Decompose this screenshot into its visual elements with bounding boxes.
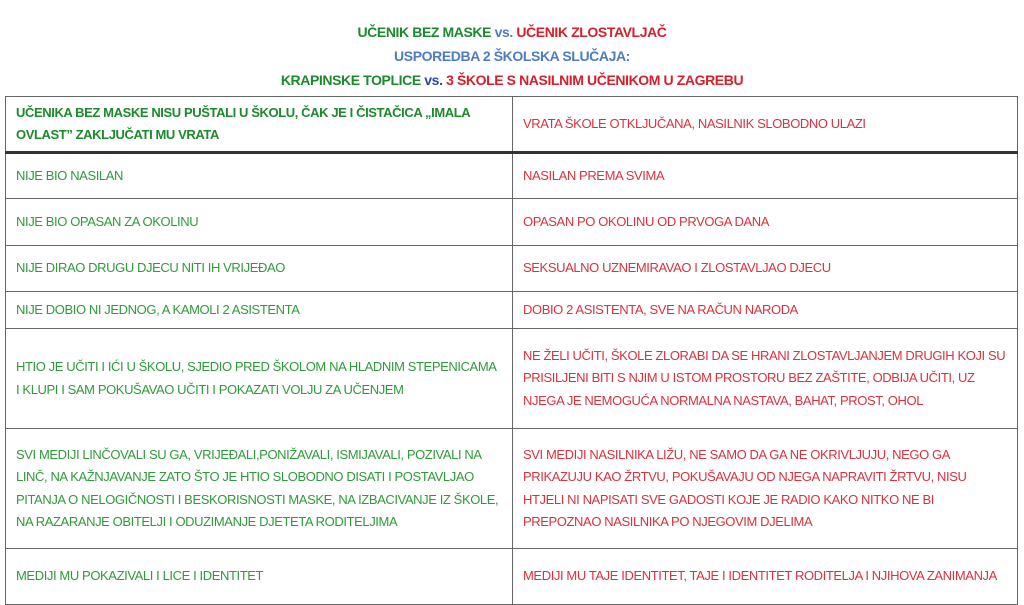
cell-right: NE ŽELI UČITI, ŠKOLE ZLORABI DA SE HRANI ZLOSTAVLJANJEM DRUGIH KOJI SU PRISILJENI BITI S NJIM U ISTOM PROSTORU BEZ ZAŠTITE, ODBIJA UČITI, UZ NJEGA JE NEMOGUĆA NORMALNA NASTAVA, BAHAT, PROST, OHOL (513, 329, 1018, 429)
cell-left: NIJE BIO NASILAN (6, 153, 513, 199)
cell-left: MEDIJI MU POKAZIVALI I LICE I IDENTITET (6, 549, 513, 605)
cell-right: NASILAN PREMA SVIMA (513, 153, 1018, 199)
table-row (6, 153, 1018, 199)
table-row (6, 429, 1018, 549)
title3-right: 3 ŠKOLE S NASILNIM UČENIKOM U ZAGREBU (446, 72, 744, 88)
title3-vs: vs. (424, 72, 443, 88)
cell-left: HTIO JE UČITI I IĆI U ŠKOLU, SJEDIO PRED ŠKOLOM NA HLADNIM STEPENICAMA I KLUPI I SAM POKUŠAVAO UČITI I POKAZATI VOLJU ZA UČENJEM (6, 329, 513, 429)
cell-left: NIJE BIO OPASAN ZA OKOLINU (6, 199, 513, 246)
cell-right: MEDIJI MU TAJE IDENTITET, TAJE I IDENTITET RODITELJA I NJIHOVA ZANIMANJA (513, 549, 1018, 605)
cell-right: VRATA ŠKOLE OTKLJUČANA, NASILNIK SLOBODNO ULAZI (513, 97, 1018, 153)
subtitle: USPOREDBA 2 ŠKOLSKA SLUČAJA: (394, 48, 630, 64)
title-right: UČENIK ZLOSTAVLJAČ (516, 24, 667, 40)
comparison-table (5, 96, 1018, 605)
table-row (6, 246, 1018, 292)
table-row (6, 97, 1018, 153)
cell-left: SVI MEDIJI LINČOVALI SU GA, VRIJEĐALI,PONIŽAVALI, ISMIJAVALI, POZIVALI NA LINČ, NA KAŽNJAVANJE ZATO ŠTO JE HTIO SLOBODNO DISATI I POSTAVLJAO PITANJA O NELOGIČNOSTI I BESKORISNOSTI MASKE, NA IZBACIVANJE IZ ŠKOLE, NA RAZARANJE OBITELJI I ODUZIMANJE DJETETA RODITELJIMA (6, 429, 513, 549)
table-row (6, 292, 1018, 329)
cell-right: SVI MEDIJI NASILNIKA LIŽU, NE SAMO DA GA NE OKRIVLJUJU, NEGO GA PRIKAZUJU KAO ŽRTVU, POKUŠAVAJU OD NJEGA NAPRAVITI ŽRTVU, NISU HTJELI NI NAPISATI SVE GADOSTI KOJE JE RADIO KAKO NITKO NE BI PREPOZNAO NASILNIKA PO NJEGOVIM DJELIMA (513, 429, 1018, 549)
cell-left: UČENIKA BEZ MASKE NISU PUŠTALI U ŠKOLU, ČAK JE I ČISTAČICA „IMALA OVLAST” ZAKLJUČATI MU VRATA (6, 97, 513, 153)
cell-right: OPASAN PO OKOLINU OD PRVOGA DANA (513, 199, 1018, 246)
title3-left: KRAPINSKE TOPLICE (280, 72, 421, 88)
cell-right: DOBIO 2 ASISTENTA, SVE NA RAČUN NARODA (513, 292, 1018, 329)
title-left: UČENIK BEZ MASKE (357, 24, 492, 40)
table-row (6, 329, 1018, 429)
title-vs: vs. (494, 24, 513, 40)
table-row (6, 549, 1018, 605)
title-line-1 (0, 24, 1024, 40)
title-line-3 (0, 72, 1024, 88)
table-row (6, 199, 1018, 246)
cell-left: NIJE DOBIO NI JEDNOG, A KAMOLI 2 ASISTENTA (6, 292, 513, 329)
cell-left: NIJE DIRAO DRUGU DJECU NITI IH VRIJEĐAO (6, 246, 513, 292)
cell-right: SEKSUALNO UZNEMIRAVAO I ZLOSTAVLJAO DJECU (513, 246, 1018, 292)
